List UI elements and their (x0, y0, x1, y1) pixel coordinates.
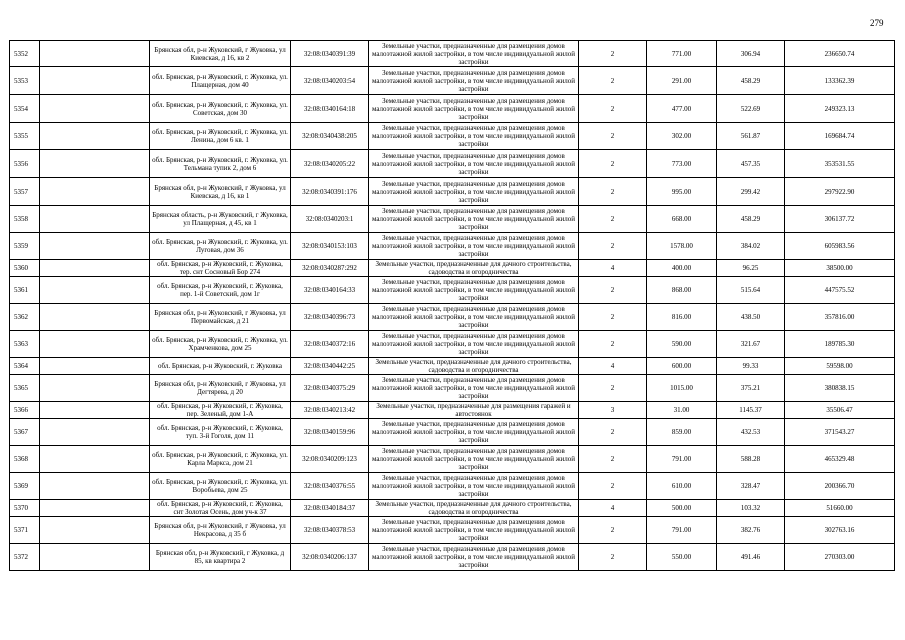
land-use-cell: Земельные участки, предназначенные для размещения домов малоэтажной жилой застройки, в том числе индивидуальной жилой застройки (369, 233, 579, 260)
cadastral-number-cell: 32:08:0340372:16 (291, 331, 369, 358)
row-number: 5369 (10, 473, 40, 500)
area-cell: 610.00 (647, 473, 717, 500)
cadastral-number-cell: 32:08:0340442:25 (291, 358, 369, 375)
table-row (10, 123, 895, 150)
specific-value-cell: 306.94 (717, 41, 785, 67)
address-cell: Брянская обл, р-н Жуковский, г Жуковка, д 85, кв квартира 2 (150, 544, 291, 571)
table-row (10, 233, 895, 260)
table-row (10, 150, 895, 178)
specific-value-cell: 384.02 (717, 233, 785, 260)
address-cell: обл. Брянская, р-н Жуковский, г. Жуковка, ул. Ленина, дом 6 кв. 1 (150, 123, 291, 150)
land-use-cell: Земельные участки, предназначенные для размещения домов малоэтажной жилой застройки, в том числе индивидуальной жилой застройки (369, 206, 579, 233)
blank-cell (40, 358, 150, 375)
area-cell: 31.00 (647, 402, 717, 419)
table-row (10, 260, 895, 277)
row-number: 5357 (10, 178, 40, 206)
address-cell: обл. Брянская, р-н Жуковский, г. Жуковка, снт Золотая Осень, дом уч-к 37 (150, 500, 291, 517)
cadastral-number-cell: 32:08:0340153:103 (291, 233, 369, 260)
address-cell: обл. Брянская, р-н Жуковский, г. Жуковка, ул. Карла Маркса, дом 21 (150, 446, 291, 473)
area-cell: 771.00 (647, 41, 717, 67)
specific-value-cell: 458.29 (717, 67, 785, 95)
address-cell: обл. Брянская, р-н Жуковский, г. Жуковка, туп. 3-й Гоголя, дом 11 (150, 419, 291, 446)
land-use-cell: Земельные участки, предназначенные для размещения домов малоэтажной жилой застройки, в том числе индивидуальной жилой застройки (369, 123, 579, 150)
area-cell: 477.00 (647, 95, 717, 123)
land-use-cell: Земельные участки, предназначенные для размещения домов малоэтажной жилой застройки, в том числе индивидуальной жилой застройки (369, 473, 579, 500)
land-use-cell: Земельные участки, предназначенные для дачного строительства, садоводства и огородничества (369, 500, 579, 517)
specific-value-cell: 491.46 (717, 544, 785, 571)
cadastral-value-cell: 605983.56 (785, 233, 895, 260)
blank-cell (40, 544, 150, 571)
address-cell: обл. Брянская, р-н Жуковский, г. Жуковка, ул. Советская, дом 30 (150, 95, 291, 123)
row-number: 5366 (10, 402, 40, 419)
land-use-cell: Земельные участки, предназначенные для дачного строительства, садоводства и огородничества (369, 358, 579, 375)
table-row (10, 206, 895, 233)
group-cell: 2 (579, 123, 647, 150)
group-cell: 2 (579, 544, 647, 571)
table-row (10, 517, 895, 544)
cadastral-number-cell: 32:08:0340391:176 (291, 178, 369, 206)
land-use-cell: Земельные участки, предназначенные для размещения домов малоэтажной жилой застройки, в том числе индивидуальной жилой застройки (369, 304, 579, 331)
area-cell: 400.00 (647, 260, 717, 277)
blank-cell (40, 304, 150, 331)
row-number: 5370 (10, 500, 40, 517)
address-cell: Брянская обл, р-н Жуковский, г Жуковка, ул Киевская, д 16, кв 2 (150, 41, 291, 67)
table-row (10, 358, 895, 375)
cadastral-number-cell: 32:08:0340209:123 (291, 446, 369, 473)
cadastral-value-cell: 35506.47 (785, 402, 895, 419)
blank-cell (40, 233, 150, 260)
group-cell: 2 (579, 277, 647, 304)
blank-cell (40, 500, 150, 517)
blank-cell (40, 178, 150, 206)
cadastral-number-cell: 32:08:0340164:18 (291, 95, 369, 123)
cadastral-number-cell: 32:08:0340164:33 (291, 277, 369, 304)
group-cell: 4 (579, 260, 647, 277)
cadastral-value-cell: 371543.27 (785, 419, 895, 446)
area-cell: 773.00 (647, 150, 717, 178)
group-cell: 2 (579, 517, 647, 544)
blank-cell (40, 375, 150, 402)
group-cell: 2 (579, 178, 647, 206)
cadastral-value-cell: 357816.00 (785, 304, 895, 331)
row-number: 5362 (10, 304, 40, 331)
blank-cell (40, 150, 150, 178)
blank-cell (40, 277, 150, 304)
area-cell: 1015.00 (647, 375, 717, 402)
table-row (10, 67, 895, 95)
specific-value-cell: 382.76 (717, 517, 785, 544)
address-cell: Брянская обл, р-н Жуковский, г Жуковка, ул Дегтярева, д 20 (150, 375, 291, 402)
land-use-cell: Земельные участки, предназначенные для размещения домов малоэтажной жилой застройки, в том числе индивидуальной жилой застройки (369, 277, 579, 304)
land-use-cell: Земельные участки, предназначенные для размещения домов малоэтажной жилой застройки, в том числе индивидуальной жилой застройки (369, 178, 579, 206)
table-row (10, 446, 895, 473)
table-row (10, 277, 895, 304)
table-row (10, 375, 895, 402)
cadastral-value-cell: 133362.39 (785, 67, 895, 95)
table-row (10, 331, 895, 358)
land-use-cell: Земельные участки, предназначенные для размещения домов малоэтажной жилой застройки, в том числе индивидуальной жилой застройки (369, 517, 579, 544)
area-cell: 500.00 (647, 500, 717, 517)
row-number: 5364 (10, 358, 40, 375)
specific-value-cell: 588.28 (717, 446, 785, 473)
specific-value-cell: 432.53 (717, 419, 785, 446)
area-cell: 550.00 (647, 544, 717, 571)
blank-cell (40, 95, 150, 123)
area-cell: 791.00 (647, 446, 717, 473)
land-use-cell: Земельные участки, предназначенные для размещения домов малоэтажной жилой застройки, в том числе индивидуальной жилой застройки (369, 150, 579, 178)
cadastral-number-cell: 32:08:0340159:96 (291, 419, 369, 446)
group-cell: 2 (579, 150, 647, 178)
row-number: 5368 (10, 446, 40, 473)
cadastral-number-cell: 32:08:0340376:55 (291, 473, 369, 500)
table-row (10, 544, 895, 571)
page-number: 279 (870, 18, 884, 28)
address-cell: обл. Брянская, р-н Жуковский, г. Жуковка, ул. Луговая, дом 36 (150, 233, 291, 260)
cadastral-value-cell: 353531.55 (785, 150, 895, 178)
cadastral-number-cell: 32:08:0340391:39 (291, 41, 369, 67)
land-use-cell: Земельные участки, предназначенные для размещения домов малоэтажной жилой застройки, в том числе индивидуальной жилой застройки (369, 331, 579, 358)
address-cell: обл. Брянская, р-н Жуковский, г. Жуковка, пер. 1-й Советский, дом 1г (150, 277, 291, 304)
address-cell: обл. Брянская, р-н Жуковский, г. Жуковка, ул. Плащерная, дом 40 (150, 67, 291, 95)
cadastral-value-cell: 59598.00 (785, 358, 895, 375)
row-number: 5361 (10, 277, 40, 304)
cadastral-value-cell: 189785.30 (785, 331, 895, 358)
cadastral-table (9, 40, 895, 571)
specific-value-cell: 96.25 (717, 260, 785, 277)
blank-cell (40, 517, 150, 544)
specific-value-cell: 522.69 (717, 95, 785, 123)
row-number: 5356 (10, 150, 40, 178)
group-cell: 2 (579, 375, 647, 402)
blank-cell (40, 331, 150, 358)
land-use-cell: Земельные участки, предназначенные для размещения домов малоэтажной жилой застройки, в том числе индивидуальной жилой застройки (369, 446, 579, 473)
cadastral-value-cell: 380838.15 (785, 375, 895, 402)
row-number: 5367 (10, 419, 40, 446)
area-cell: 291.00 (647, 67, 717, 95)
area-cell: 859.00 (647, 419, 717, 446)
cadastral-value-cell: 51660.00 (785, 500, 895, 517)
blank-cell (40, 419, 150, 446)
cadastral-number-cell: 32:08:0340375:29 (291, 375, 369, 402)
row-number: 5372 (10, 544, 40, 571)
cadastral-value-cell: 249323.13 (785, 95, 895, 123)
address-cell: Брянская обл, р-н Жуковский, г Жуковка, ул Первомайская, д 21 (150, 304, 291, 331)
land-use-cell: Земельные участки, предназначенные для размещения домов малоэтажной жилой застройки, в том числе индивидуальной жилой застройки (369, 544, 579, 571)
group-cell: 2 (579, 67, 647, 95)
cadastral-value-cell: 236650.74 (785, 41, 895, 67)
row-number: 5352 (10, 41, 40, 67)
row-number: 5355 (10, 123, 40, 150)
blank-cell (40, 206, 150, 233)
area-cell: 302.00 (647, 123, 717, 150)
cadastral-number-cell: 32:08:0340205:22 (291, 150, 369, 178)
group-cell: 2 (579, 41, 647, 67)
address-cell: обл. Брянская, р-н Жуковский, г. Жуковка, ул. Воробьева, дом 25 (150, 473, 291, 500)
address-cell: обл. Брянская, р-н Жуковский, г. Жуковка, ул. Храмченкова, дом 25 (150, 331, 291, 358)
cadastral-value-cell: 465329.48 (785, 446, 895, 473)
specific-value-cell: 457.35 (717, 150, 785, 178)
specific-value-cell: 328.47 (717, 473, 785, 500)
cadastral-number-cell: 32:08:0340206:137 (291, 544, 369, 571)
table-row (10, 419, 895, 446)
address-cell: обл. Брянская, р-н Жуковский, г. Жуковка, ул. Тельмана тупик 2, дом 6 (150, 150, 291, 178)
cadastral-number-cell: 32:08:0340287:292 (291, 260, 369, 277)
land-use-cell: Земельные участки, предназначенные для дачного строительства, садоводства и огородничества (369, 260, 579, 277)
specific-value-cell: 561.87 (717, 123, 785, 150)
row-number: 5371 (10, 517, 40, 544)
table-row (10, 402, 895, 419)
cadastral-number-cell: 32:08:0340203:54 (291, 67, 369, 95)
group-cell: 2 (579, 95, 647, 123)
table-row (10, 95, 895, 123)
group-cell: 2 (579, 419, 647, 446)
cadastral-value-cell: 447575.52 (785, 277, 895, 304)
specific-value-cell: 99.33 (717, 358, 785, 375)
group-cell: 4 (579, 500, 647, 517)
land-use-cell: Земельные участки, предназначенные для размещения домов малоэтажной жилой застройки, в том числе индивидуальной жилой застройки (369, 67, 579, 95)
area-cell: 868.00 (647, 277, 717, 304)
specific-value-cell: 103.32 (717, 500, 785, 517)
cadastral-number-cell: 32:08:0340184:37 (291, 500, 369, 517)
land-use-cell: Земельные участки, предназначенные для размещения домов малоэтажной жилой застройки, в том числе индивидуальной жилой застройки (369, 95, 579, 123)
table-row (10, 304, 895, 331)
area-cell: 600.00 (647, 358, 717, 375)
address-cell: обл. Брянская, р-н Жуковский, г. Жуковка, тер. снт Сосновый Бор 274 (150, 260, 291, 277)
specific-value-cell: 299.42 (717, 178, 785, 206)
specific-value-cell: 1145.37 (717, 402, 785, 419)
row-number: 5365 (10, 375, 40, 402)
table-row (10, 473, 895, 500)
blank-cell (40, 446, 150, 473)
blank-cell (40, 41, 150, 67)
row-number: 5360 (10, 260, 40, 277)
table-row (10, 178, 895, 206)
specific-value-cell: 458.29 (717, 206, 785, 233)
table-row (10, 500, 895, 517)
specific-value-cell: 375.21 (717, 375, 785, 402)
specific-value-cell: 438.50 (717, 304, 785, 331)
blank-cell (40, 402, 150, 419)
specific-value-cell: 321.67 (717, 331, 785, 358)
row-number: 5354 (10, 95, 40, 123)
blank-cell (40, 67, 150, 95)
cadastral-value-cell: 200366.70 (785, 473, 895, 500)
land-use-cell: Земельные участки, предназначенные для размещения домов малоэтажной жилой застройки, в том числе индивидуальной жилой застройки (369, 41, 579, 67)
area-cell: 668.00 (647, 206, 717, 233)
cadastral-number-cell: 32:08:0340378:53 (291, 517, 369, 544)
address-cell: обл. Брянская, р-н Жуковский, г. Жуковка, пер. Зеленый, дом 1-А (150, 402, 291, 419)
address-cell: Брянская обл, р-н Жуковский, г Жуковка, ул Киевская, д 16, кв 1 (150, 178, 291, 206)
blank-cell (40, 260, 150, 277)
cadastral-number-cell: 32:08:0340213:42 (291, 402, 369, 419)
land-use-cell: Земельные участки, предназначенные для размещения домов малоэтажной жилой застройки, в том числе индивидуальной жилой застройки (369, 375, 579, 402)
area-cell: 995.00 (647, 178, 717, 206)
table-body (10, 41, 895, 571)
cadastral-value-cell: 302763.16 (785, 517, 895, 544)
row-number: 5359 (10, 233, 40, 260)
blank-cell (40, 123, 150, 150)
cadastral-number-cell: 32:08:0340438:205 (291, 123, 369, 150)
land-use-cell: Земельные участки, предназначенные для размещения домов малоэтажной жилой застройки, в том числе индивидуальной жилой застройки (369, 419, 579, 446)
group-cell: 2 (579, 233, 647, 260)
area-cell: 791.00 (647, 517, 717, 544)
group-cell: 2 (579, 304, 647, 331)
group-cell: 4 (579, 358, 647, 375)
group-cell: 2 (579, 446, 647, 473)
group-cell: 3 (579, 402, 647, 419)
address-cell: Брянская обл, р-н Жуковский, г Жуковка, ул Некрасова, д 35 б (150, 517, 291, 544)
row-number: 5363 (10, 331, 40, 358)
row-number: 5358 (10, 206, 40, 233)
cadastral-value-cell: 38500.00 (785, 260, 895, 277)
table-row (10, 41, 895, 67)
address-cell: Брянская область, р-н Жуковский, г Жуковка, ул Плащерная, д 45, кв 1 (150, 206, 291, 233)
group-cell: 2 (579, 331, 647, 358)
specific-value-cell: 515.64 (717, 277, 785, 304)
cadastral-value-cell: 297922.90 (785, 178, 895, 206)
cadastral-value-cell: 306137.72 (785, 206, 895, 233)
area-cell: 1578.00 (647, 233, 717, 260)
land-use-cell: Земельные участки, предназначенные для размещения гаражей и автостоянок (369, 402, 579, 419)
area-cell: 590.00 (647, 331, 717, 358)
cadastral-value-cell: 270303.00 (785, 544, 895, 571)
group-cell: 2 (579, 473, 647, 500)
cadastral-value-cell: 169684.74 (785, 123, 895, 150)
cadastral-number-cell: 32:08:0340396:73 (291, 304, 369, 331)
cadastral-number-cell: 32:08:0340203:1 (291, 206, 369, 233)
address-cell: обл. Брянская, р-н Жуковский, г. Жуковка (150, 358, 291, 375)
group-cell: 2 (579, 206, 647, 233)
row-number: 5353 (10, 67, 40, 95)
area-cell: 816.00 (647, 304, 717, 331)
blank-cell (40, 473, 150, 500)
